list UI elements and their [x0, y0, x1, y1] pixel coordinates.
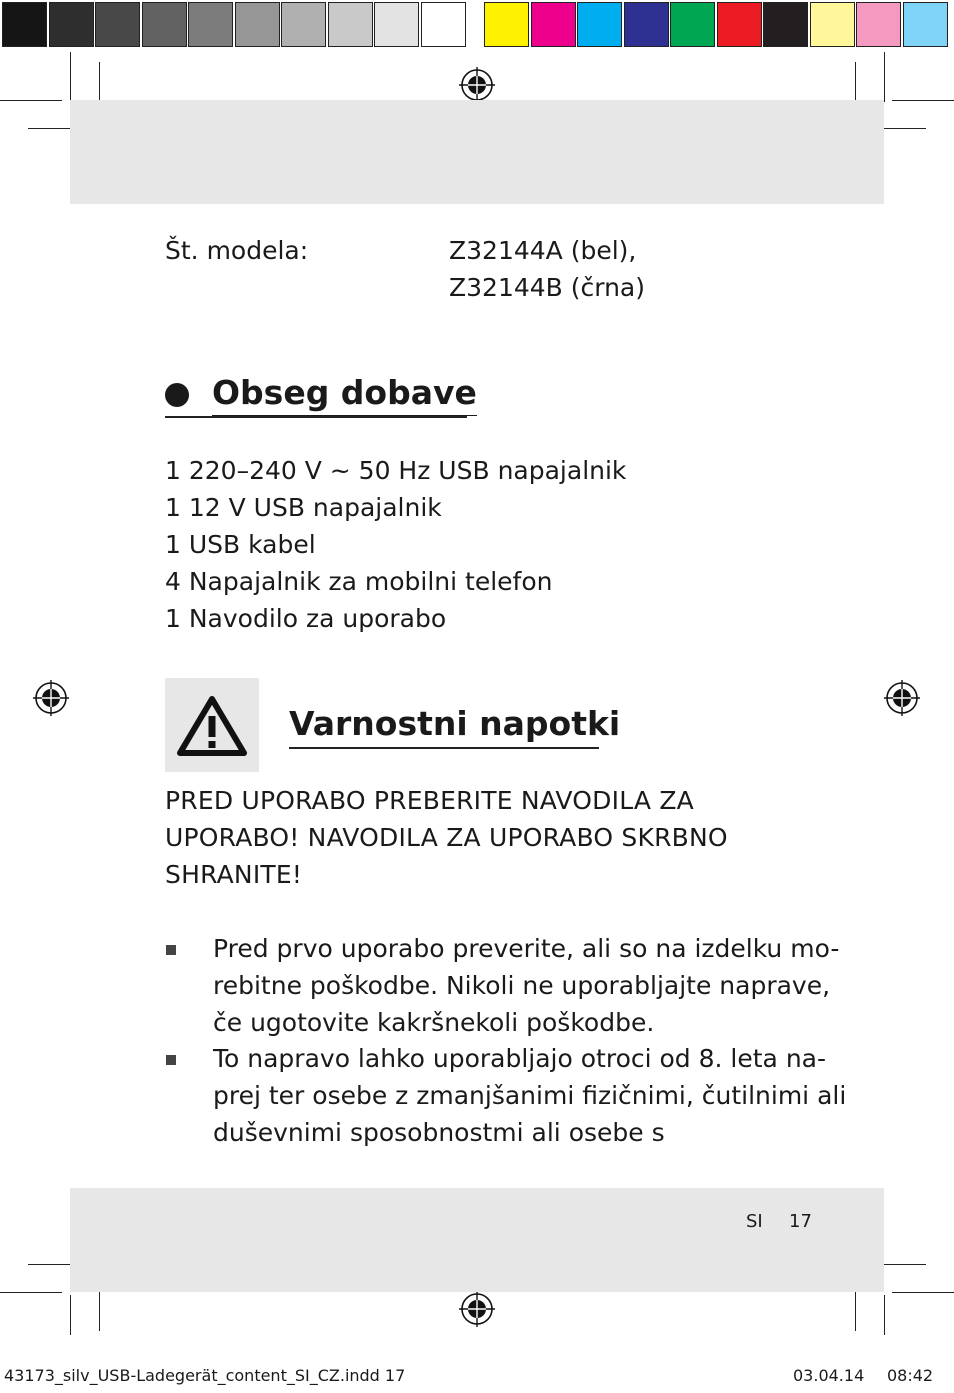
warning-triangle-icon: [177, 696, 247, 756]
color-swatch: [810, 2, 855, 47]
grey-scale-bar: [2, 2, 467, 52]
heading-bullet-icon: [165, 383, 189, 407]
model-value-line2: Z32144B (črna): [449, 273, 646, 302]
color-swatch: [903, 2, 948, 47]
page-language: SI: [746, 1211, 763, 1232]
color-swatch: [281, 2, 326, 47]
color-swatch: [856, 2, 901, 47]
scope-heading: Obseg dobave: [212, 373, 477, 416]
warning-box: [165, 678, 259, 772]
color-swatch: [2, 2, 47, 47]
crop-mark: [892, 1292, 954, 1293]
square-bullet-icon: [166, 945, 176, 955]
color-swatch: [49, 2, 94, 47]
print-slug-file: 43173_silv_USB-Ladegerät_content_SI_CZ.indd 17: [4, 1366, 406, 1385]
warning-line: UPORABO! NAVODILA ZA UPORABO SKRBNO: [165, 823, 728, 852]
paragraph-line: Pred prvo uporabo preverite, ali so na izdelku mo-: [213, 934, 840, 963]
crop-mark: [892, 100, 954, 101]
paragraph-line: rebitne poškodbe. Nikoli ne uporabljajte naprave,: [213, 971, 831, 1000]
heading-underline: [289, 747, 599, 749]
page-number: 17: [789, 1211, 812, 1232]
list-item: 1 USB kabel: [165, 530, 316, 559]
color-swatch: [421, 2, 466, 47]
crop-mark: [0, 100, 62, 101]
color-swatch: [763, 2, 808, 47]
color-swatch: [670, 2, 715, 47]
warning-line: SHRANITE!: [165, 860, 303, 889]
color-swatch: [577, 2, 622, 47]
safety-heading: Varnostni napotki: [289, 704, 621, 743]
safety-bullet-1: [213, 930, 839, 1041]
crop-mark: [884, 1295, 885, 1335]
warning-line: PRED UPORABO PREBERITE NAVODILA ZA: [165, 786, 694, 815]
registration-mark-icon: [459, 67, 495, 103]
scope-list: [165, 452, 626, 637]
registration-mark-icon: [33, 680, 69, 716]
list-item: 4 Napajalnik za mobilni telefon: [165, 567, 553, 596]
model-label: Št. modela:: [165, 236, 309, 265]
paragraph-line: To napravo lahko uporabljajo otroci od 8. leta na-: [213, 1044, 827, 1073]
paragraph-line: prej ter osebe z zmanjšanimi fizičnimi, čutilnimi ali: [213, 1081, 847, 1110]
list-item: 1 12 V USB napajalnik: [165, 493, 442, 522]
paragraph-line: če ugotovite kakršnekoli poškodbe.: [213, 1008, 655, 1037]
crop-mark: [0, 1292, 62, 1293]
color-swatch: [531, 2, 576, 47]
safety-bullet-2: [213, 1040, 846, 1151]
color-swatch: [188, 2, 233, 47]
list-item: 1 220–240 V ~ 50 Hz USB napajalnik: [165, 456, 627, 485]
crop-mark: [884, 52, 885, 102]
color-swatch-bar: [484, 2, 949, 52]
list-item: 1 Navodilo za uporabo: [165, 604, 447, 633]
color-swatch: [95, 2, 140, 47]
color-swatch: [142, 2, 187, 47]
color-swatch: [624, 2, 669, 47]
header-band: [70, 100, 884, 204]
safety-warning: [165, 782, 728, 893]
crop-mark: [70, 52, 71, 102]
footer-band: [70, 1188, 884, 1292]
crop-mark: [70, 1295, 71, 1335]
print-slug-date: 03.04.14: [793, 1366, 865, 1385]
paragraph-line: duševnimi sposobnostmi ali osebe s: [213, 1118, 665, 1147]
color-swatch: [328, 2, 373, 47]
square-bullet-icon: [166, 1055, 176, 1065]
registration-mark-icon: [459, 1291, 495, 1327]
model-value-line1: Z32144A (bel),: [449, 236, 637, 265]
registration-mark-icon: [884, 680, 920, 716]
print-slug-time: 08:42: [887, 1366, 934, 1385]
color-swatch: [484, 2, 529, 47]
heading-underline: [165, 416, 467, 418]
color-swatch: [374, 2, 419, 47]
color-swatch: [717, 2, 762, 47]
color-swatch: [235, 2, 280, 47]
